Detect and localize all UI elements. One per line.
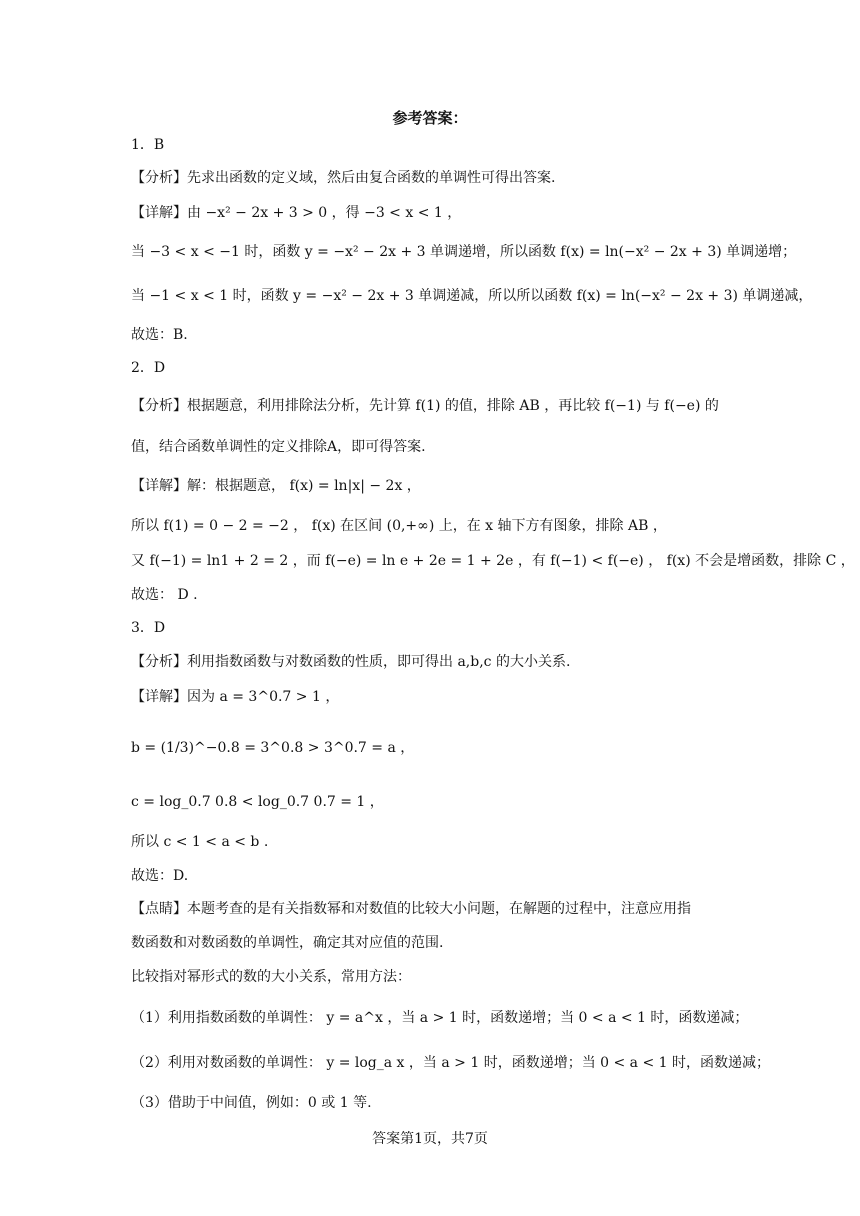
answer-line: 值，结合函数单调性的定义排除A，即可得答案. (131, 439, 426, 455)
answer-line: 故选：D. (131, 868, 189, 884)
answer-line: b = (1/3)^−0.8 = 3^0.8 > 3^0.7 = a ， (131, 740, 415, 756)
answer-line: c = log_0.7 0.8 < log_0.7 0.7 = 1 ， (131, 794, 384, 810)
answer-line: 【详解】由 −x² − 2x + 3 > 0 ，得 −3 < x < 1 ， (131, 205, 462, 221)
answer-line: 1．B (131, 137, 165, 153)
answer-line: 故选：B. (131, 327, 188, 343)
answer-line: 【分析】根据题意，利用排除法分析，先计算 f(1) 的值，排除 AB ，再比较 f(−1) 与 f(−e) 的 (131, 398, 719, 414)
answer-line: 2．D (131, 360, 166, 376)
answer-line: 【详解】解：根据题意， f(x) = ln|x| − 2x ， (131, 478, 421, 494)
answer-line: 【分析】利用指数函数与对数函数的性质，即可得出 a,b,c 的大小关系. (131, 654, 571, 670)
answer-line: 所以 f(1) = 0 − 2 = −2 ， f(x) 在区间 (0,+∞) 上，在 x 轴下方有图象，排除 AB ， (131, 518, 667, 534)
answer-line: 3．D (131, 620, 166, 636)
answer-line: （3）借助于中间值，例如：0 或 1 等. (131, 1095, 372, 1111)
answer-line: （1）利用指数函数的单调性： y = a^x ，当 a > 1 时，函数递增；当 0 < a < 1 时，函数递减； (131, 1010, 749, 1026)
answer-line: 【点睛】本题考查的是有关指数幂和对数值的比较大小问题，在解题的过程中，注意应用指 (131, 901, 691, 917)
answer-line: （2）利用对数函数的单调性： y = log_a x ，当 a > 1 时，函数递增；当 0 < a < 1 时，函数递减； (131, 1055, 771, 1071)
page-title: 参考答案： (392, 109, 468, 127)
answer-line: 数函数和对数函数的单调性，确定其对应值的范围. (131, 935, 444, 951)
answer-line: 又 f(−1) = ln1 + 2 = 2 ，而 f(−e) = ln e + 2e = 1 + 2e ，有 f(−1) < f(−e) ， f(x) 不会是增函数，排除 C ， (131, 553, 855, 569)
page-footer: 答案第1页，共7页 (372, 1131, 488, 1147)
answer-line: 故选： D . (131, 587, 198, 603)
answer-line: 【详解】因为 a = 3^0.7 > 1 ， (131, 689, 340, 705)
answer-line: 比较指对幂形式的数的大小关系，常用方法： (131, 969, 411, 985)
answer-line: 当 −1 < x < 1 时，函数 y = −x² − 2x + 3 单调递减，所以所以函数 f(x) = ln(−x² − 2x + 3) 单调递减， (131, 288, 813, 304)
answer-line: 【分析】先求出函数的定义域，然后由复合函数的单调性可得出答案. (131, 170, 556, 186)
answer-line: 当 −3 < x < −1 时，函数 y = −x² − 2x + 3 单调递增，所以函数 f(x) = ln(−x² − 2x + 3) 单调递增； (131, 244, 797, 260)
answer-line: 所以 c < 1 < a < b . (131, 834, 269, 850)
